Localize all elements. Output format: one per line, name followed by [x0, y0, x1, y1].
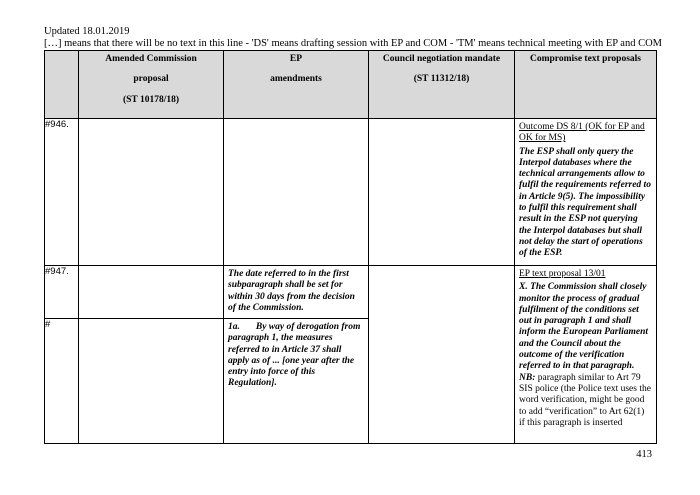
- compromise-text: X. The Commission shall closely monitor the process of gradual fulfilment of the conditions set out in paragraph 1 and shall inform the European Parliament and the Council about the outcome of the verification referred to in that paragraph.: [519, 282, 649, 372]
- row-id: #946.: [45, 119, 79, 266]
- ep-amendment-text: The date referred to in the first subparagraph shall be set for within 30 days from the decision of the Commission.: [228, 269, 355, 313]
- page-number: 413: [636, 449, 652, 460]
- updated-date: Updated 18.01.2019: [44, 26, 130, 37]
- council-cell: [369, 266, 515, 444]
- ep-cell: [224, 319, 369, 444]
- council-cell: [369, 119, 515, 266]
- legend-line: […] means that there will be no text in this line - 'DS' means drafting session with EP and COM - 'TM' means technical meeting with EP and COM: [44, 38, 663, 49]
- compromise-cell: [515, 266, 657, 444]
- four-column-table: [44, 50, 657, 444]
- compromise-heading: Outcome DS 8/1 (OK for EP and OK for MS): [519, 122, 645, 144]
- ep-header: EP amendments: [224, 51, 369, 119]
- compromise-note: NB: paragraph similar to Art 79 SIS police (the Police text uses the word verification, might be good to add “verification” to Art 62(1) if this paragraph is inserted: [519, 372, 651, 428]
- ep-amendment-text: 1a. By way of derogation from paragraph 1, the measures referred to in Article 37 shall apply as of ... [one year after the entry into force of this Regulation].: [228, 322, 361, 389]
- commission-header: Amended Commission proposal (ST 10178/18): [79, 51, 224, 119]
- ep-cell: [224, 266, 369, 319]
- compromise-header: Compromise text proposals: [515, 51, 657, 119]
- council-header: Council negotiation mandate (ST 11312/18): [369, 51, 515, 119]
- commission-cell: [79, 319, 224, 444]
- commission-cell: [79, 119, 224, 266]
- commission-cell: [79, 266, 224, 319]
- compromise-cell: [515, 119, 657, 266]
- id-header-cell: [45, 51, 79, 119]
- table-header-row: [45, 51, 657, 119]
- ep-cell: [224, 119, 369, 266]
- table-row-947: [45, 266, 657, 319]
- row-id: #947.: [45, 266, 79, 319]
- table-row-946: [45, 119, 657, 266]
- compromise-heading: EP text proposal 13/01: [519, 269, 606, 279]
- row-id: #: [45, 319, 79, 444]
- compromise-text: The ESP shall only query the Interpol databases where the technical arrangements allow to fulfil the requirements referred to in Article 9(5). The impossibility to fulfil this requirement shall result in the ESP not querying the Interpol databases but shall not delay the start of operations of the ESP.: [519, 146, 651, 259]
